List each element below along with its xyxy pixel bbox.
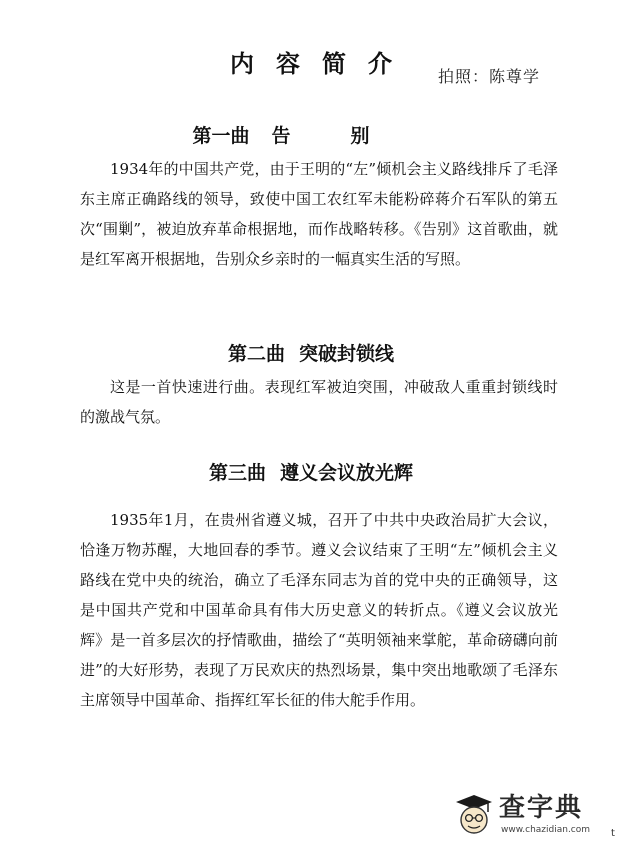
section-name: 告别	[271, 125, 430, 147]
section-paragraph-3	[80, 505, 558, 715]
corner-mark: t	[611, 828, 615, 839]
section-paragraph-3a: 1935年1月，在贵州省遵义城，召开了中共中央政治局扩大会议，恰逢万物苏醒，大地回春的季节。遵义会议结束了王明“左”倾机会主义路线在党中央的统治，确立了毛泽东同志为首的党中央的正确领导，这是中国共产党和中国革命具有伟大历史意义的转折点。	[80, 511, 558, 619]
section-name: 突破封锁线	[299, 343, 395, 365]
section-number: 第三曲	[208, 462, 266, 484]
photo-credit: 拍照：陈尊学	[438, 67, 541, 86]
section-paragraph-2: 这是一首快速进行曲。表现红军被迫突围，冲破敌人重重封锁线时的激战气氛。	[80, 378, 558, 426]
section-title-2	[0, 339, 622, 366]
scholar-avatar-icon	[455, 793, 493, 837]
section-number: 第二曲	[227, 343, 285, 365]
section-number: 第一曲	[192, 125, 250, 147]
watermark-url: www.chazidian.com	[501, 825, 591, 835]
page-title: 内容简介	[230, 50, 414, 78]
section-title-3	[0, 458, 622, 485]
section-title-1	[0, 121, 622, 148]
section-name: 遵义会议放光辉	[280, 462, 414, 484]
watermark-name: 查字典	[499, 793, 584, 823]
section-paragraph-1: 1934年的中国共产党，由于王明的“左”倾机会主义路线排斥了毛泽东主席正确路线的领导，致使中国工农红军未能粉碎蒋介石军队的第五次“围剿”，被迫放弃革命根据地，而作战略转移。《告别》这首歌曲，就是红军离开根据地，告别众乡亲时的一幅真实生活的写照。	[80, 160, 558, 268]
watermark-logo	[453, 785, 609, 845]
section-paragraph-3b: 《遵义会议放光辉》是一首多层次的抒情歌曲，描绘了“英明领袖来掌舵，革命磅礴向前进”的大好形势，表现了万民欢庆的热烈场景，集中突出地歌颂了毛泽东主席领导中国革命、指挥红军长征的伟大舵手作用。	[80, 601, 558, 709]
